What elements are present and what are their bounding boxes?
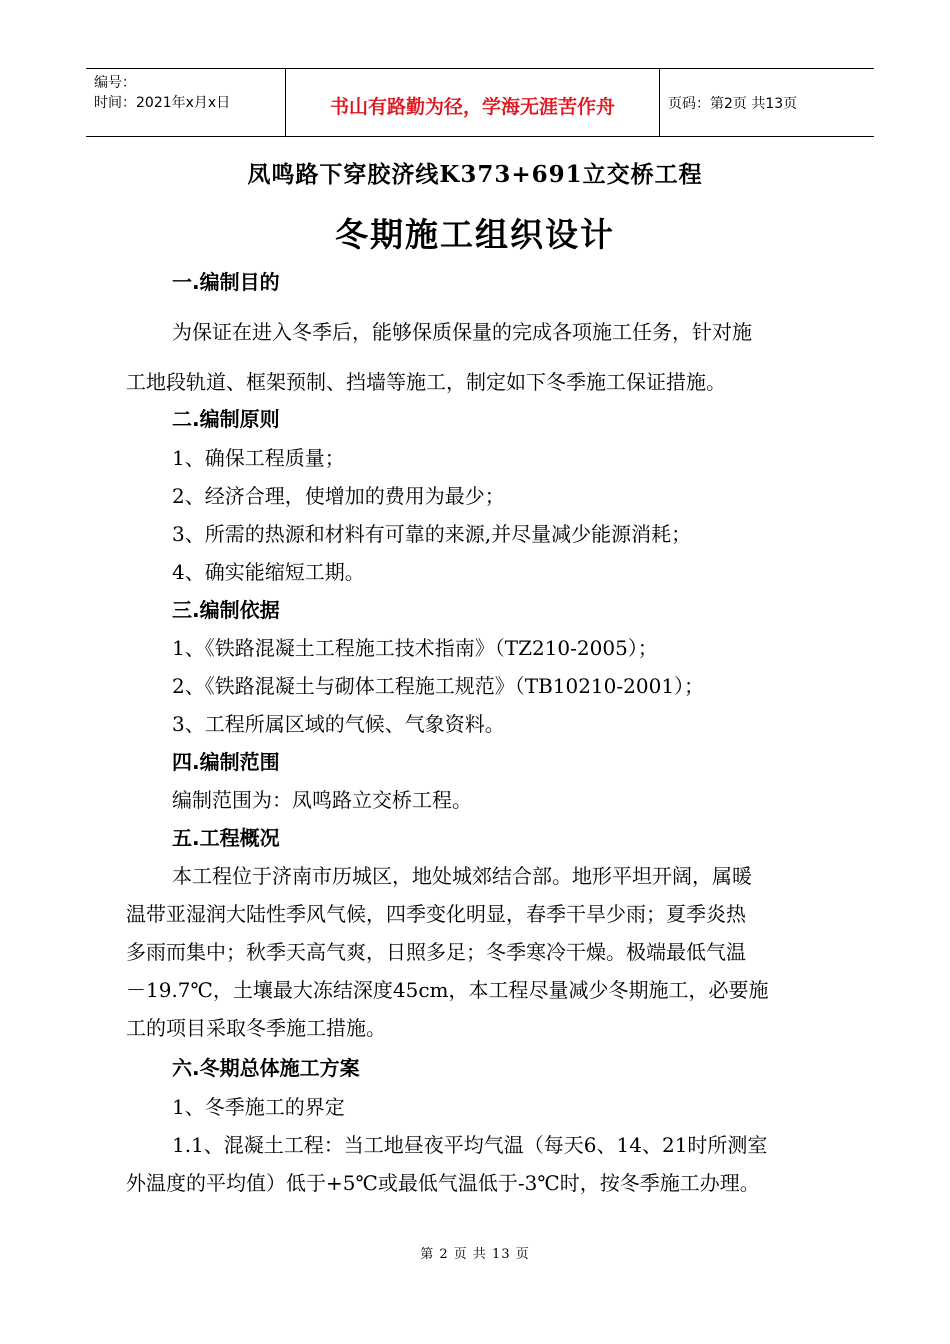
list-item: 3、所需的热源和材料有可靠的来源,并尽量减少能源消耗；: [172, 522, 692, 546]
header-time-label: 时间：2021年x月x日: [94, 95, 231, 111]
header-slogan: 书山有路勤为径，学海无涯苦作舟: [286, 69, 660, 136]
header-page-info: 页码：第2页 共13页: [668, 95, 798, 112]
paragraph-line: 为保证在进入冬季后，能够保质保量的完成各项施工任务，针对施: [172, 320, 752, 344]
header-number-label: 编号：: [94, 75, 136, 91]
paragraph-line: 工地段轨道、框架预制、挡墙等施工，制定如下冬季施工保证措施。: [126, 370, 726, 394]
paragraph-line: 工的项目采取冬季施工措施。: [126, 1016, 386, 1040]
list-item: 4、确实能缩短工期。: [172, 560, 365, 584]
list-item: 1、冬季施工的界定: [172, 1095, 345, 1119]
document-header: [86, 68, 874, 137]
document-title: 凤鸣路下穿胶济线K373+691立交桥工程: [247, 161, 703, 188]
paragraph-line: 温带亚湿润大陆性季风气候，四季变化明显，春季干旱少雨；夏季炎热: [126, 902, 746, 926]
list-item: 2、《铁路混凝土与砌体工程施工规范》（TB10210-2001）；: [172, 674, 705, 698]
section-heading-scope: 四.编制范围: [172, 750, 280, 774]
header-meta-cell: [86, 69, 286, 136]
section-heading-overview: 五.工程概况: [172, 826, 280, 850]
list-item: 3、工程所属区域的气候、气象资料。: [172, 712, 505, 736]
list-item: 1、《铁路混凝土工程施工技术指南》（TZ210-2005）；: [172, 636, 658, 660]
section-heading-plan: 六.冬期总体施工方案: [172, 1056, 360, 1080]
page-footer: 第 2 页 共 13 页: [420, 1247, 530, 1262]
section-heading-purpose: 一.编制目的: [172, 270, 280, 294]
document-subtitle: 冬期施工组织设计: [335, 215, 615, 254]
paragraph-line: 1.1、混凝土工程：当工地昼夜平均气温（每天6、14、21时所测室: [172, 1133, 768, 1157]
paragraph-line: 多雨而集中；秋季天高气爽，日照多足；冬季寒冷干燥。极端最低气温: [126, 940, 746, 964]
paragraph-line: 外温度的平均值）低于+5℃或最低气温低于-3℃时，按冬季施工办理。: [126, 1171, 760, 1195]
list-item: 2、经济合理，使增加的费用为最少；: [172, 484, 505, 508]
list-item: 1、确保工程质量；: [172, 446, 345, 470]
paragraph-line: －19.7℃，土壤最大冻结深度45cm，本工程尽量减少冬期施工，必要施: [126, 978, 769, 1002]
paragraph-line: 编制范围为：凤鸣路立交桥工程。: [172, 788, 472, 812]
section-heading-principles: 二.编制原则: [172, 407, 280, 431]
paragraph-line: 本工程位于济南市历城区，地处城郊结合部。地形平坦开阔，属暖: [172, 864, 752, 888]
section-heading-basis: 三.编制依据: [172, 598, 280, 622]
